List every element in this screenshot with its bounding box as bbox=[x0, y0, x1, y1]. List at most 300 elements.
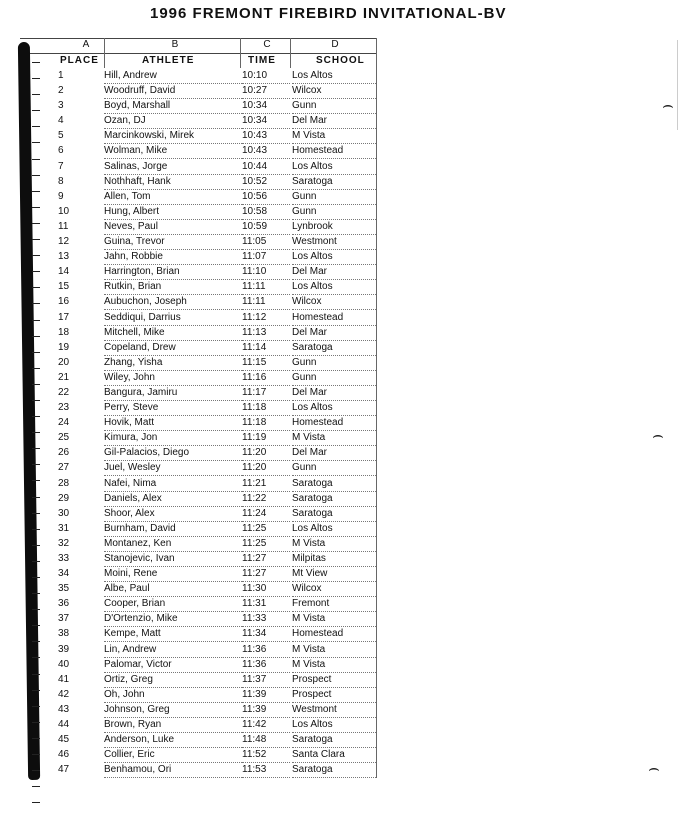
school-cell: Los Altos bbox=[292, 718, 376, 733]
table-row bbox=[20, 612, 376, 627]
time-cell: 11:11 bbox=[242, 295, 290, 310]
athlete-cell: Montanez, Ken bbox=[104, 537, 244, 552]
time-cell: 10:34 bbox=[242, 114, 290, 129]
athlete-cell: Johnson, Greg bbox=[104, 703, 244, 718]
place-cell: 14 bbox=[58, 266, 70, 278]
table-row bbox=[20, 537, 376, 552]
edge-tick bbox=[32, 271, 40, 287]
edge-tick bbox=[32, 400, 40, 416]
place-cell: 7 bbox=[58, 160, 64, 172]
edge-tick bbox=[32, 94, 40, 110]
table-row bbox=[20, 265, 376, 280]
edge-tick bbox=[32, 529, 40, 545]
time-cell: 11:48 bbox=[242, 733, 290, 748]
table-row bbox=[20, 522, 376, 537]
table-row bbox=[20, 597, 376, 612]
athlete-cell: Juel, Wesley bbox=[104, 461, 244, 476]
school-cell: M Vista bbox=[292, 612, 376, 627]
results-table-body bbox=[20, 69, 376, 778]
margin-mark: ⌢ bbox=[652, 425, 664, 445]
place-cell: 30 bbox=[58, 507, 70, 519]
place-cell: 10 bbox=[58, 205, 70, 217]
place-cell: 42 bbox=[58, 688, 70, 700]
school-cell: Saratoga bbox=[292, 733, 376, 748]
athlete-cell: Brown, Ryan bbox=[104, 718, 244, 733]
table-row bbox=[20, 84, 376, 99]
column-letter-b: B bbox=[171, 39, 179, 50]
place-cell: 2 bbox=[58, 85, 64, 97]
time-cell: 11:27 bbox=[242, 552, 290, 567]
place-cell: 29 bbox=[58, 492, 70, 504]
time-cell: 11:18 bbox=[242, 416, 290, 431]
column-letter-c: C bbox=[263, 39, 271, 50]
athlete-cell: Wiley, John bbox=[104, 371, 244, 386]
place-cell: 11 bbox=[58, 220, 69, 232]
edge-tick bbox=[32, 770, 40, 786]
edge-tick bbox=[32, 287, 40, 303]
school-cell: Westmont bbox=[292, 235, 376, 250]
time-cell: 11:17 bbox=[242, 386, 290, 401]
table-row bbox=[20, 582, 376, 597]
time-cell: 11:10 bbox=[242, 265, 290, 280]
table-row bbox=[20, 658, 376, 673]
table-row bbox=[20, 190, 376, 205]
results-sheet bbox=[20, 38, 378, 778]
school-cell: Los Altos bbox=[292, 160, 376, 175]
athlete-cell: Bangura, Jamiru bbox=[104, 386, 244, 401]
edge-tick bbox=[32, 303, 40, 319]
school-cell: Gunn bbox=[292, 190, 376, 205]
school-cell: M Vista bbox=[292, 537, 376, 552]
school-cell: M Vista bbox=[292, 129, 376, 144]
table-row bbox=[20, 416, 376, 431]
table-row bbox=[20, 627, 376, 642]
place-cell: 3 bbox=[58, 100, 64, 112]
edge-tick bbox=[32, 561, 40, 577]
place-cell: 31 bbox=[58, 522, 70, 534]
table-row bbox=[20, 144, 376, 159]
table-row bbox=[20, 401, 376, 416]
place-cell: 15 bbox=[58, 281, 70, 293]
edge-tick bbox=[32, 62, 40, 78]
place-cell: 27 bbox=[58, 462, 70, 474]
time-cell: 11:36 bbox=[242, 658, 290, 673]
row-edge-ticks bbox=[22, 62, 42, 818]
edge-tick bbox=[32, 464, 40, 480]
school-cell: Lynbrook bbox=[292, 220, 376, 235]
school-cell: Los Altos bbox=[292, 522, 376, 537]
time-cell: 11:34 bbox=[242, 627, 290, 642]
school-cell: Los Altos bbox=[292, 69, 376, 84]
athlete-cell: Wolman, Mike bbox=[104, 144, 244, 159]
time-cell: 10:59 bbox=[242, 220, 290, 235]
school-cell: Del Mar bbox=[292, 265, 376, 280]
table-row bbox=[20, 220, 376, 235]
edge-tick bbox=[32, 657, 40, 673]
school-cell: Gunn bbox=[292, 99, 376, 114]
time-cell: 10:56 bbox=[242, 190, 290, 205]
place-cell: 28 bbox=[58, 477, 70, 489]
school-cell: Gunn bbox=[292, 371, 376, 386]
school-cell: Los Altos bbox=[292, 250, 376, 265]
school-cell: Saratoga bbox=[292, 507, 376, 522]
athlete-cell: Albe, Paul bbox=[104, 582, 244, 597]
edge-tick bbox=[32, 110, 40, 126]
edge-tick bbox=[32, 625, 40, 641]
edge-tick bbox=[32, 706, 40, 722]
school-cell: Los Altos bbox=[292, 280, 376, 295]
time-cell: 11:33 bbox=[242, 612, 290, 627]
place-cell: 34 bbox=[58, 568, 70, 580]
time-cell: 11:52 bbox=[242, 748, 290, 763]
place-cell: 41 bbox=[58, 673, 70, 685]
place-cell: 12 bbox=[58, 236, 70, 248]
edge-tick bbox=[32, 609, 40, 625]
athlete-cell: Jahn, Robbie bbox=[104, 250, 244, 265]
school-cell: Saratoga bbox=[292, 175, 376, 190]
table-row bbox=[20, 114, 376, 129]
edge-tick bbox=[32, 223, 40, 239]
time-cell: 11:15 bbox=[242, 356, 290, 371]
edge-tick bbox=[32, 690, 40, 706]
table-row bbox=[20, 552, 376, 567]
place-cell: 19 bbox=[58, 341, 70, 353]
time-cell: 11:39 bbox=[242, 688, 290, 703]
school-cell: Homestead bbox=[292, 311, 376, 326]
table-row bbox=[20, 718, 376, 733]
edge-tick bbox=[32, 722, 40, 738]
athlete-cell: Burnham, David bbox=[104, 522, 244, 537]
table-row bbox=[20, 280, 376, 295]
time-cell: 10:10 bbox=[242, 69, 290, 84]
column-letter-a: A bbox=[82, 39, 90, 50]
school-cell: Santa Clara bbox=[292, 748, 376, 763]
place-cell: 36 bbox=[58, 598, 70, 610]
place-cell: 21 bbox=[58, 371, 70, 383]
place-cell: 44 bbox=[58, 719, 70, 731]
athlete-cell: Boyd, Marshall bbox=[104, 99, 244, 114]
athlete-cell: Stanojevic, Ivan bbox=[104, 552, 244, 567]
edge-tick bbox=[32, 368, 40, 384]
time-cell: 11:20 bbox=[242, 461, 290, 476]
header-athlete: ATHLETE bbox=[142, 55, 195, 66]
school-cell: Saratoga bbox=[292, 341, 376, 356]
place-cell: 26 bbox=[58, 447, 70, 459]
athlete-cell: Salinas, Jorge bbox=[104, 160, 244, 175]
place-cell: 6 bbox=[58, 145, 64, 157]
time-cell: 10:27 bbox=[242, 84, 290, 99]
place-cell: 37 bbox=[58, 613, 70, 625]
athlete-cell: Daniels, Alex bbox=[104, 492, 244, 507]
edge-tick bbox=[32, 593, 40, 609]
edge-tick bbox=[32, 416, 40, 432]
time-cell: 11:53 bbox=[242, 763, 290, 778]
athlete-cell: Hovik, Matt bbox=[104, 416, 244, 431]
athlete-cell: Mitchell, Mike bbox=[104, 326, 244, 341]
athlete-cell: Guina, Trevor bbox=[104, 235, 244, 250]
table-row bbox=[20, 386, 376, 401]
edge-tick bbox=[32, 207, 40, 223]
school-cell: Homestead bbox=[292, 627, 376, 642]
place-cell: 22 bbox=[58, 386, 70, 398]
place-cell: 16 bbox=[58, 296, 70, 308]
edge-tick bbox=[32, 352, 40, 368]
header-time: TIME bbox=[248, 55, 276, 66]
table-row bbox=[20, 129, 376, 144]
table-row bbox=[20, 205, 376, 220]
edge-tick bbox=[32, 126, 40, 142]
table-row bbox=[20, 477, 376, 492]
time-cell: 11:16 bbox=[242, 371, 290, 386]
athlete-cell: Marcinkowski, Mirek bbox=[104, 129, 244, 144]
table-row bbox=[20, 99, 376, 114]
edge-tick bbox=[32, 641, 40, 657]
time-cell: 11:42 bbox=[242, 718, 290, 733]
header-school: SCHOOL bbox=[316, 55, 365, 66]
place-cell: 40 bbox=[58, 658, 70, 670]
table-row bbox=[20, 371, 376, 386]
place-cell: 33 bbox=[58, 553, 70, 564]
school-cell: Del Mar bbox=[292, 326, 376, 341]
school-cell: Fremont bbox=[292, 597, 376, 612]
edge-tick bbox=[32, 497, 40, 513]
edge-tick bbox=[32, 78, 40, 94]
place-cell: 38 bbox=[58, 628, 70, 640]
time-cell: 10:43 bbox=[242, 129, 290, 144]
time-cell: 11:30 bbox=[242, 582, 290, 597]
table-row bbox=[20, 673, 376, 688]
school-cell: Homestead bbox=[292, 144, 376, 159]
school-cell: Saratoga bbox=[292, 763, 376, 778]
column-header-row bbox=[20, 53, 376, 68]
athlete-cell: Woodruff, David bbox=[104, 84, 244, 99]
athlete-cell: Ortiz, Greg bbox=[104, 673, 244, 688]
athlete-cell: Kempe, Matt bbox=[104, 627, 244, 642]
place-cell: 24 bbox=[58, 417, 70, 429]
table-row bbox=[20, 703, 376, 718]
time-cell: 11:14 bbox=[242, 341, 290, 356]
table-row bbox=[20, 733, 376, 748]
edge-tick bbox=[32, 577, 40, 593]
place-cell: 8 bbox=[58, 175, 64, 187]
table-row bbox=[20, 567, 376, 582]
school-cell: Los Altos bbox=[292, 401, 376, 416]
athlete-cell: Perry, Steve bbox=[104, 401, 244, 416]
table-row bbox=[20, 431, 376, 446]
edge-tick bbox=[32, 175, 40, 191]
athlete-cell: Hung, Albert bbox=[104, 205, 244, 220]
athlete-cell: Benhamou, Ori bbox=[104, 763, 244, 778]
athlete-cell: Seddiqui, Darrius bbox=[104, 311, 244, 326]
school-cell: Prospect bbox=[292, 688, 376, 703]
time-cell: 11:31 bbox=[242, 597, 290, 612]
school-cell: Wilcox bbox=[292, 84, 376, 99]
athlete-cell: Palomar, Victor bbox=[104, 658, 244, 673]
time-cell: 11:22 bbox=[242, 492, 290, 507]
place-cell: 32 bbox=[58, 537, 70, 549]
column-letter-bar bbox=[20, 38, 376, 54]
school-cell: Gunn bbox=[292, 205, 376, 220]
athlete-cell: Anderson, Luke bbox=[104, 733, 244, 748]
place-cell: 25 bbox=[58, 432, 70, 444]
edge-tick bbox=[32, 384, 40, 400]
athlete-cell: Zhang, Yisha bbox=[104, 356, 244, 371]
athlete-cell: Allen, Tom bbox=[104, 190, 244, 205]
place-cell: 9 bbox=[58, 190, 64, 202]
table-row bbox=[20, 250, 376, 265]
athlete-cell: Hill, Andrew bbox=[104, 69, 244, 84]
school-cell: M Vista bbox=[292, 658, 376, 673]
athlete-cell: Moini, Rene bbox=[104, 567, 244, 582]
table-row bbox=[20, 235, 376, 250]
athlete-cell: Gil-Palacios, Diego bbox=[104, 446, 244, 461]
edge-tick bbox=[32, 142, 40, 158]
edge-tick bbox=[32, 159, 40, 175]
margin-mark: ⌢ bbox=[662, 95, 674, 115]
athlete-cell: D'Ortenzio, Mike bbox=[104, 612, 244, 627]
time-cell: 11:18 bbox=[242, 401, 290, 416]
time-cell: 11:27 bbox=[242, 567, 290, 582]
school-cell: Wilcox bbox=[292, 582, 376, 597]
edge-tick bbox=[32, 545, 40, 561]
school-cell: Del Mar bbox=[292, 386, 376, 401]
athlete-cell: Cooper, Brian bbox=[104, 597, 244, 612]
time-cell: 11:13 bbox=[242, 326, 290, 341]
header-place: PLACE bbox=[60, 55, 99, 66]
table-row bbox=[20, 326, 376, 341]
edge-tick bbox=[32, 432, 40, 448]
time-cell: 11:36 bbox=[242, 643, 290, 658]
athlete-cell: Nafei, Nima bbox=[104, 477, 244, 492]
time-cell: 11:25 bbox=[242, 537, 290, 552]
school-cell: Del Mar bbox=[292, 446, 376, 461]
table-row bbox=[20, 763, 376, 778]
time-cell: 11:19 bbox=[242, 431, 290, 446]
place-cell: 23 bbox=[58, 402, 70, 414]
time-cell: 10:43 bbox=[242, 144, 290, 159]
place-cell: 4 bbox=[58, 115, 64, 127]
school-cell: Gunn bbox=[292, 461, 376, 476]
time-cell: 10:44 bbox=[242, 160, 290, 175]
school-cell: Wilcox bbox=[292, 295, 376, 310]
time-cell: 11:12 bbox=[242, 311, 290, 326]
school-cell: Homestead bbox=[292, 416, 376, 431]
place-cell: 1 bbox=[58, 70, 64, 81]
time-cell: 11:37 bbox=[242, 673, 290, 688]
athlete-cell: Aubuchon, Joseph bbox=[104, 295, 244, 310]
school-cell: Saratoga bbox=[292, 477, 376, 492]
school-cell: Prospect bbox=[292, 673, 376, 688]
edge-tick bbox=[32, 754, 40, 770]
edge-tick bbox=[32, 336, 40, 352]
document-title: 1996 FREMONT FIREBIRD INVITATIONAL-BV bbox=[150, 5, 507, 22]
athlete-cell: Nothhaft, Hank bbox=[104, 175, 244, 190]
edge-tick bbox=[32, 480, 40, 496]
time-cell: 11:24 bbox=[242, 507, 290, 522]
school-cell: Milpitas bbox=[292, 552, 376, 567]
place-cell: 43 bbox=[58, 703, 70, 715]
table-row bbox=[20, 507, 376, 522]
edge-tick bbox=[32, 239, 40, 255]
place-cell: 35 bbox=[58, 583, 70, 595]
place-cell: 18 bbox=[58, 326, 70, 338]
time-cell: 10:52 bbox=[242, 175, 290, 190]
athlete-cell: Copeland, Drew bbox=[104, 341, 244, 356]
table-row bbox=[20, 341, 376, 356]
edge-tick bbox=[32, 255, 40, 271]
place-cell: 17 bbox=[58, 311, 70, 323]
sheet-right-border bbox=[376, 38, 377, 778]
place-cell: 20 bbox=[58, 356, 70, 368]
time-cell: 11:11 bbox=[242, 280, 290, 295]
place-cell: 47 bbox=[58, 764, 70, 776]
athlete-cell: Oh, John bbox=[104, 688, 244, 703]
athlete-cell: Ozan, DJ bbox=[104, 114, 244, 129]
place-cell: 39 bbox=[58, 643, 70, 655]
table-row bbox=[20, 643, 376, 658]
athlete-cell: Rutkin, Brian bbox=[104, 280, 244, 295]
edge-tick bbox=[32, 448, 40, 464]
place-cell: 13 bbox=[58, 251, 70, 263]
school-cell: Gunn bbox=[292, 356, 376, 371]
table-row bbox=[20, 446, 376, 461]
time-cell: 10:34 bbox=[242, 99, 290, 114]
time-cell: 11:21 bbox=[242, 477, 290, 492]
table-row bbox=[20, 69, 376, 84]
table-row bbox=[20, 748, 376, 763]
place-cell: 46 bbox=[58, 749, 70, 761]
athlete-cell: Shoor, Alex bbox=[104, 507, 244, 522]
table-row bbox=[20, 461, 376, 476]
edge-tick bbox=[32, 786, 40, 802]
school-cell: M Vista bbox=[292, 643, 376, 658]
table-row bbox=[20, 160, 376, 175]
page-edge-line bbox=[677, 40, 678, 130]
edge-tick bbox=[32, 513, 40, 529]
school-cell: Del Mar bbox=[292, 114, 376, 129]
edge-tick bbox=[32, 320, 40, 336]
table-row bbox=[20, 688, 376, 703]
place-cell: 45 bbox=[58, 734, 70, 746]
school-cell: Westmont bbox=[292, 703, 376, 718]
table-row bbox=[20, 295, 376, 310]
place-cell: 5 bbox=[58, 130, 64, 142]
table-row bbox=[20, 356, 376, 371]
edge-tick bbox=[32, 738, 40, 754]
athlete-cell: Kimura, Jon bbox=[104, 431, 244, 446]
athlete-cell: Harrington, Brian bbox=[104, 265, 244, 280]
column-letter-d: D bbox=[331, 39, 339, 50]
athlete-cell: Lin, Andrew bbox=[104, 643, 244, 658]
school-cell: Saratoga bbox=[292, 492, 376, 507]
edge-tick bbox=[32, 191, 40, 207]
table-row bbox=[20, 175, 376, 190]
school-cell: Mt View bbox=[292, 567, 376, 582]
edge-tick bbox=[32, 802, 40, 818]
athlete-cell: Neves, Paul bbox=[104, 220, 244, 235]
time-cell: 11:20 bbox=[242, 446, 290, 461]
time-cell: 11:05 bbox=[242, 235, 290, 250]
athlete-cell: Collier, Eric bbox=[104, 748, 244, 763]
time-cell: 10:58 bbox=[242, 205, 290, 220]
time-cell: 11:07 bbox=[242, 250, 290, 265]
table-row bbox=[20, 311, 376, 326]
margin-mark: ⌢ bbox=[648, 758, 660, 778]
edge-tick bbox=[32, 674, 40, 690]
school-cell: M Vista bbox=[292, 431, 376, 446]
time-cell: 11:25 bbox=[242, 522, 290, 537]
time-cell: 11:39 bbox=[242, 703, 290, 718]
